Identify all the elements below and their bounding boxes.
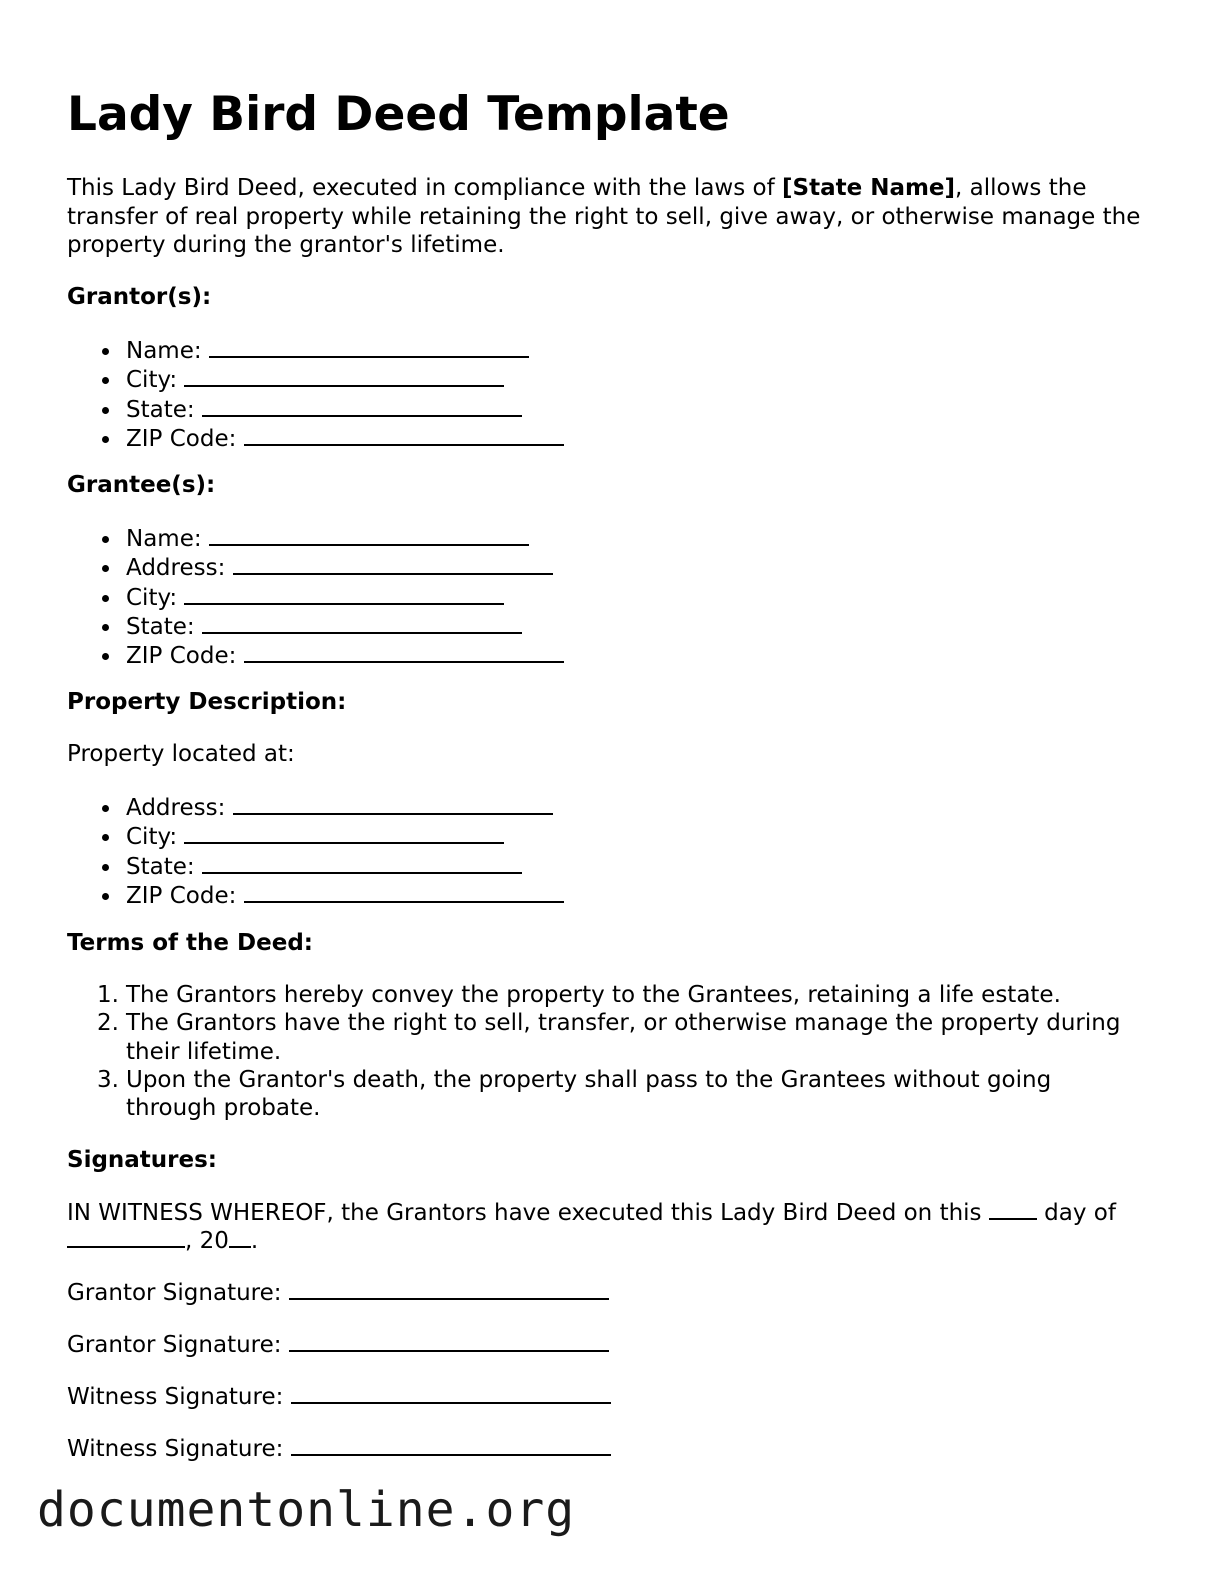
witness-text: , 20 (185, 1228, 229, 1254)
signature-blank[interactable] (289, 1278, 609, 1300)
term-text: The Grantors hereby convey the property to the Grantees, retaining a life estate. (126, 982, 1061, 1008)
grantees-heading: Grantee(s): (67, 472, 216, 498)
property-city-field (67, 822, 564, 851)
grantor-signature-line (67, 1330, 609, 1359)
term-item (67, 1009, 1126, 1066)
blank-line[interactable] (184, 365, 504, 387)
grantor-zip-field (67, 424, 564, 453)
month-blank[interactable] (67, 1226, 185, 1248)
grantors-heading: Grantor(s): (67, 284, 212, 310)
grantee-address-field (67, 553, 564, 582)
grantor-state-field (67, 395, 564, 424)
blank-line[interactable] (202, 395, 522, 417)
signature-label: Grantor Signature: (67, 1332, 282, 1358)
field-label: City: (126, 367, 178, 394)
term-number: 1. (97, 982, 119, 1008)
field-label: Address: (126, 795, 226, 821)
field-label: ZIP Code: (126, 425, 237, 452)
witness-text: . (250, 1228, 259, 1254)
grantee-name-field (67, 524, 564, 553)
blank-line[interactable] (244, 641, 564, 663)
signature-label: Witness Signature: (67, 1384, 284, 1410)
field-label: Name: (126, 338, 202, 364)
field-label: ZIP Code: (126, 882, 237, 909)
grantee-city-field (67, 583, 564, 612)
grantees-field-list (67, 524, 564, 670)
field-label: State: (126, 853, 195, 880)
term-item (67, 1066, 1126, 1123)
watermark: documentonline.org (37, 1482, 576, 1538)
signature-label: Grantor Signature: (67, 1280, 282, 1306)
witness-whereof-line1 (67, 1198, 1116, 1228)
blank-line[interactable] (209, 336, 529, 358)
field-label: City: (126, 584, 178, 611)
grantor-signature-line (67, 1278, 609, 1307)
state-name-placeholder: [State Name] (782, 175, 956, 201)
field-label: Address: (126, 555, 226, 582)
witness-whereof-line2 (67, 1226, 258, 1256)
signature-blank[interactable] (291, 1382, 611, 1404)
intro-text-before: This Lady Bird Deed, executed in compliance with the laws of (67, 175, 782, 201)
grantee-zip-field (67, 641, 564, 670)
blank-line[interactable] (244, 424, 564, 446)
blank-line[interactable] (244, 881, 564, 903)
field-label: Name: (126, 526, 202, 552)
property-field-list (67, 793, 564, 910)
term-number: 2. (97, 1010, 119, 1037)
document-title: Lady Bird Deed Template (67, 87, 730, 142)
terms-list (67, 981, 1126, 1122)
signature-blank[interactable] (291, 1434, 611, 1456)
signature-label: Witness Signature: (67, 1436, 284, 1462)
blank-line[interactable] (209, 524, 529, 546)
grantors-field-list (67, 336, 564, 453)
witness-signature-line (67, 1382, 611, 1411)
term-text: Upon the Grantor's death, the property shall pass to the Grantees without going through probate. (126, 1066, 1052, 1122)
field-label: City: (126, 824, 178, 851)
grantee-state-field (67, 612, 564, 641)
grantor-name-field (67, 336, 564, 365)
blank-line[interactable] (202, 852, 522, 874)
year-blank[interactable] (229, 1226, 251, 1248)
property-address-field (67, 793, 564, 822)
term-number: 3. (97, 1066, 119, 1093)
day-blank[interactable] (989, 1198, 1037, 1220)
blank-line[interactable] (184, 583, 504, 605)
term-text: The Grantors have the right to sell, transfer, or otherwise manage the property during their lifetime. (126, 1010, 1121, 1065)
witness-text: day of (1036, 1200, 1116, 1226)
property-zip-field (67, 881, 564, 910)
property-state-field (67, 852, 564, 881)
field-label: State: (126, 613, 195, 640)
signatures-heading: Signatures: (67, 1147, 218, 1173)
field-label: State: (126, 396, 195, 423)
blank-line[interactable] (233, 793, 553, 815)
property-heading: Property Description: (67, 689, 347, 715)
field-label: ZIP Code: (126, 643, 237, 670)
property-located-text: Property located at: (67, 741, 295, 767)
blank-line[interactable] (184, 822, 504, 844)
intro-text-after: , allows the transfer of real property while retaining the right to sell, give away, or otherwise manage the property during the grantor's lifetime. (67, 175, 1141, 258)
terms-heading: Terms of the Deed: (67, 930, 313, 956)
witness-text: IN WITNESS WHEREOF, the Grantors have executed this Lady Bird Deed on this (67, 1200, 989, 1226)
blank-line[interactable] (202, 612, 522, 634)
blank-line[interactable] (233, 553, 553, 575)
term-item (67, 981, 1126, 1009)
witness-signature-line (67, 1434, 611, 1463)
signature-blank[interactable] (289, 1330, 609, 1352)
intro-paragraph (67, 174, 1157, 260)
grantor-city-field (67, 365, 564, 394)
